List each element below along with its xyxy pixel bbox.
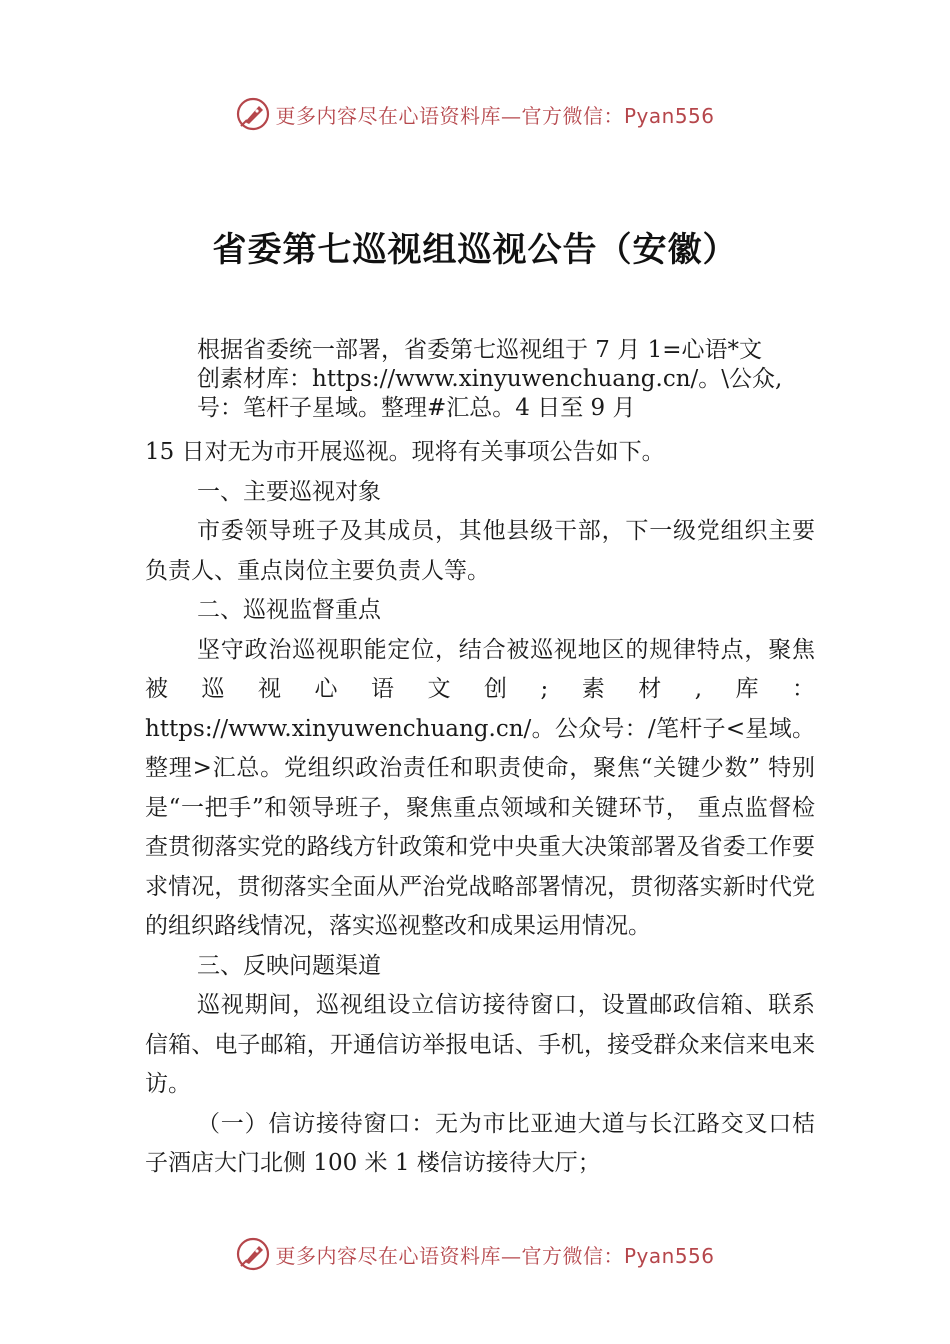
page-title: 省委第七巡视组巡视公告（安徽）	[212, 230, 738, 270]
section-heading: 三、反映问题渠道	[197, 952, 381, 979]
section-heading: 一、主要巡视对象	[197, 478, 381, 505]
pen-nib-logo-icon	[235, 96, 271, 132]
intro-block	[197, 336, 827, 423]
paragraph: 巡视期间，巡视组设立信访接待窗口，设置邮政信箱、联系信箱、电子邮箱，开通信访举报电话、手机，接受群众来信来电来访。	[145, 992, 815, 1097]
wechat-id: Pyan556	[623, 103, 715, 128]
paragraph: 市委领导班子及其成员，其他县级干部，下一级党组织主要负责人、重点岗位主要负责人等。	[145, 518, 815, 584]
paragraph: 15 日对无为市开展巡视。现将有关事项公告如下。	[145, 439, 665, 465]
footer-banner	[0, 1234, 950, 1274]
paragraph: （一）信访接待窗口：无为市比亚迪大道与长江路交叉口桔子酒店大门北侧 100 米 1 楼信访接待大厅；	[145, 1110, 815, 1176]
intro-line: 号：笔杆子星域。整理#汇总。4 日至 9 月	[197, 395, 636, 421]
header-banner	[0, 94, 950, 134]
banner-text: 更多内容尽在心语资料库—官方微信：Pyan556	[275, 1243, 715, 1268]
pen-nib-logo-icon	[235, 1236, 271, 1272]
section-heading: 二、巡视监督重点	[197, 597, 381, 623]
intro-line: 创素材库：https://www.xinyuwenchuang.cn/。\公众,	[197, 366, 783, 392]
paragraph: 坚守政治巡视职能定位，结合被巡视地区的规律特点，聚焦被巡视心语文创;素材,库：https://www.xinyuwenchuang.cn/。公众号：/笔杆子<星域。整理>汇总。党组织政治责任和职责使命，聚焦“关键少数” 特别是“一把手”和领导班子，聚焦重点领域和关键环节， 重点监督检查贯彻落实党的路线方针政策和党中央重大决策部署及省委工作要求情况，贯彻落实全面从严治党战略部署情况，贯彻落实新时代党的组织路线情况，落实巡视整改和成果运用情况。	[145, 636, 815, 939]
intro-line: 根据省委统一部署，省委第七巡视组于 7 月 1=心语*文	[197, 337, 762, 363]
wechat-id: Pyan556	[623, 1243, 715, 1268]
document-body	[145, 433, 815, 1184]
banner-text: 更多内容尽在心语资料库—官方微信：Pyan556	[275, 103, 715, 128]
